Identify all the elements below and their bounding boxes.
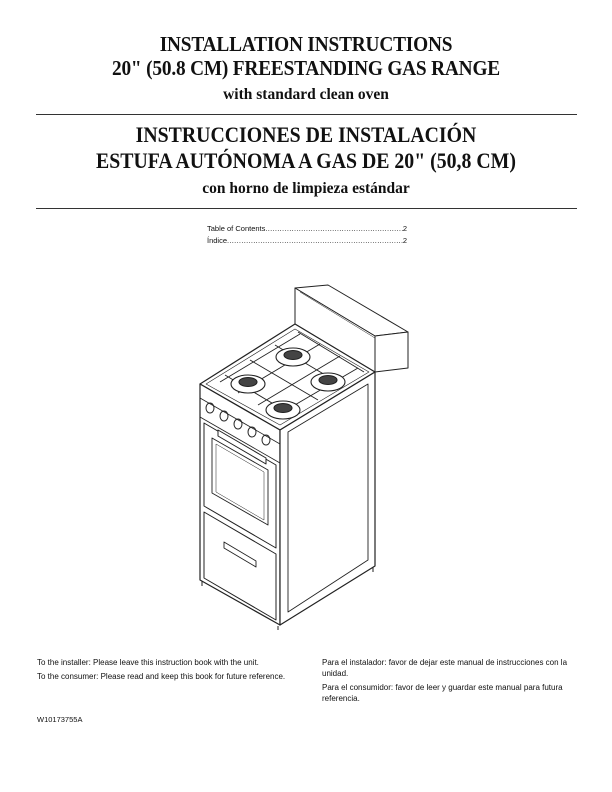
gas-range-illustration bbox=[180, 280, 420, 630]
toc-entry-label: Índice bbox=[207, 236, 228, 245]
consumer-note: Para el consumidor: favor de leer y guardar este manual para futura referencia. bbox=[322, 683, 563, 703]
divider-rule-bottom bbox=[36, 208, 577, 209]
installer-notes-spanish bbox=[322, 657, 576, 707]
toc-entry-page: 2 bbox=[402, 224, 407, 233]
english-subtitle: with standard clean oven bbox=[223, 86, 389, 103]
spanish-title-line-2: ESTUFA AUTÓNOMA A GAS DE 20" (50,8 CM) bbox=[96, 148, 516, 173]
toc-leader-dots bbox=[265, 223, 402, 235]
english-title-line-2: 20" (50.8 CM) FREESTANDING GAS RANGE bbox=[111, 56, 501, 80]
spanish-subtitle: con horno de limpieza estándar bbox=[202, 180, 410, 197]
toc-entry-label: Table of Contents bbox=[207, 224, 266, 233]
table-of-contents bbox=[207, 223, 407, 247]
toc-entry-page: 2 bbox=[402, 236, 407, 245]
installer-notes-english bbox=[37, 657, 299, 685]
installer-note: Para el instalador: favor de dejar este manual de instrucciones con la unidad. bbox=[322, 658, 568, 678]
divider-rule-top bbox=[36, 114, 577, 115]
english-title-line-1: INSTALLATION INSTRUCTIONS bbox=[159, 32, 453, 56]
toc-leader-dots bbox=[227, 235, 403, 247]
document-part-number: W10173755A bbox=[37, 715, 83, 724]
installer-note: To the installer: Please leave this instruction book with the unit. bbox=[37, 658, 259, 667]
consumer-note: To the consumer: Please read and keep this book for future reference. bbox=[37, 672, 286, 681]
spanish-title-line-1: INSTRUCCIONES DE INSTALACIÓN bbox=[135, 122, 477, 147]
toc-entry-contents[interactable] bbox=[207, 223, 407, 235]
toc-entry-indice[interactable] bbox=[207, 235, 407, 247]
